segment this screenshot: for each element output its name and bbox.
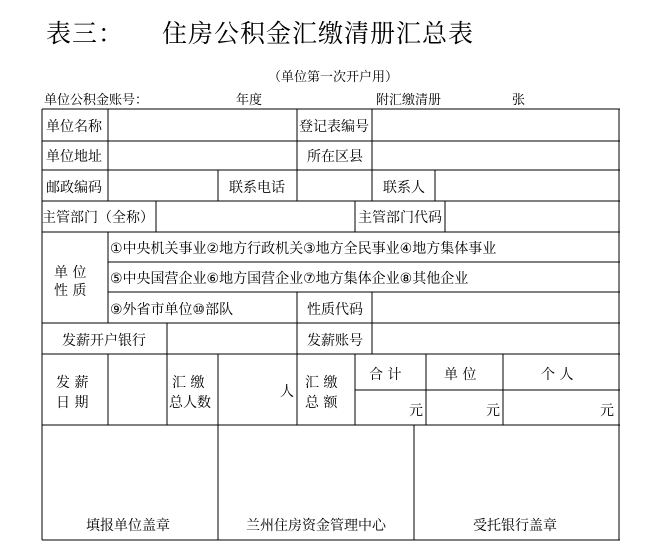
contact-label: 联系人 bbox=[383, 180, 425, 196]
nature-options-line-3: ⑨外省市单位⑩部队 bbox=[110, 302, 234, 318]
yuan-unit: 元 bbox=[486, 403, 500, 419]
nature-options-line-1: ①中央机关事业②地方行政机关③地方全民事业④地方集体事业 bbox=[110, 241, 497, 257]
nature-code-label: 性质代码 bbox=[307, 302, 363, 318]
center-seal-label: 兰州住房资金管理中心 bbox=[246, 518, 386, 534]
unit-nature-label-1: 单 位 bbox=[54, 265, 87, 281]
pay-account-label: 发薪账号 bbox=[307, 333, 363, 349]
unit-seal-label: 填报单位盖章 bbox=[86, 518, 170, 534]
year-label: 年度 bbox=[236, 93, 263, 108]
unit-nature-label-2: 性 质 bbox=[54, 283, 87, 299]
total-amount-label-2: 总 额 bbox=[305, 395, 338, 411]
register-no-label: 登记表编号 bbox=[299, 119, 369, 135]
supervisor-label: 主管部门（全称） bbox=[42, 210, 154, 226]
account-label: 单位公积金账号： bbox=[44, 93, 149, 108]
supervisor-code-label: 主管部门代码 bbox=[358, 210, 442, 226]
postcode-label: 邮政编码 bbox=[46, 180, 102, 196]
district-label: 所在区县 bbox=[307, 149, 363, 165]
pay-date-label-1: 发 薪 bbox=[56, 375, 89, 391]
pay-bank-label: 发薪开户银行 bbox=[62, 333, 146, 349]
unit-address-label: 单位地址 bbox=[46, 149, 102, 165]
title-prefix: 表三： bbox=[46, 19, 125, 48]
total-amount-label-1: 汇 缴 bbox=[305, 375, 338, 391]
yuan-total: 元 bbox=[409, 403, 423, 419]
sheets-label: 张 bbox=[512, 93, 526, 108]
total-people-label-1: 汇 缴 bbox=[172, 375, 205, 391]
title-text: 住房公积金汇缴清册汇总表 bbox=[162, 19, 475, 48]
attached-label: 附汇缴清册 bbox=[376, 93, 442, 108]
col-total-header: 合 计 bbox=[369, 367, 402, 383]
col-unit-header: 单 位 bbox=[444, 367, 477, 383]
people-unit-label: 人 bbox=[280, 384, 294, 400]
nature-options-line-2: ⑤中央国营企业⑥地方国营企业⑦地方集体企业⑧其他企业 bbox=[110, 271, 469, 287]
bank-seal-label: 受托银行盖章 bbox=[473, 518, 557, 534]
pay-date-label-2: 日 期 bbox=[56, 395, 89, 411]
phone-label: 联系电话 bbox=[229, 180, 285, 196]
yuan-person: 元 bbox=[600, 403, 614, 419]
subtitle: （单位第一次开户用） bbox=[268, 70, 399, 85]
col-person-header: 个 人 bbox=[541, 367, 574, 383]
total-people-label-2: 总人数 bbox=[169, 395, 211, 411]
unit-name-label: 单位名称 bbox=[46, 119, 102, 135]
